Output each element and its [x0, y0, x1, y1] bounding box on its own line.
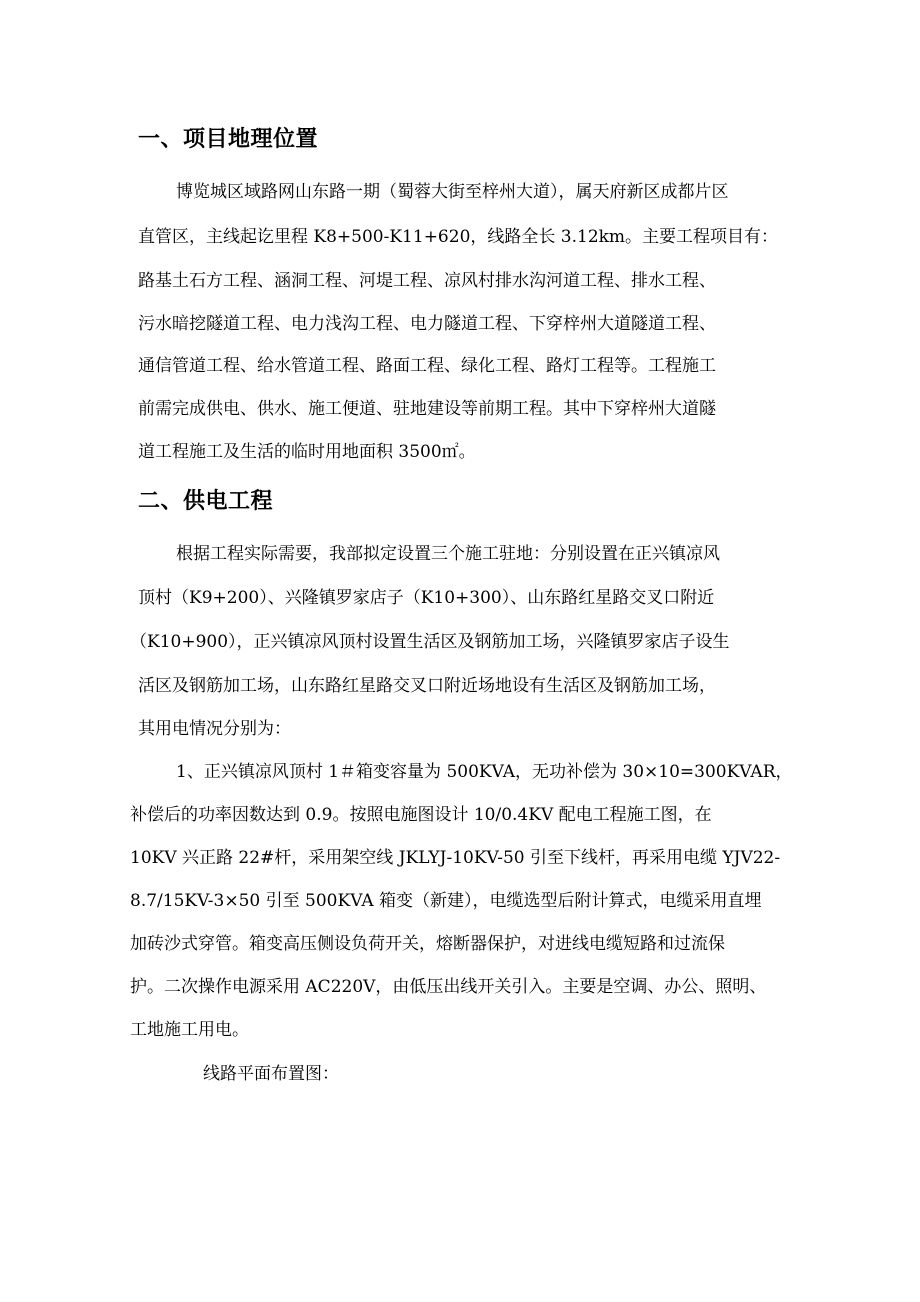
item-1-line: 10KV 兴正路 22#杆，采用架空线 JKLYJ-10KV-50 引至下线杆，再采用电缆 YJV22-	[130, 848, 781, 868]
section-1-line: 污水暗挖隧道工程、电力浅沟工程、电力隧道工程、下穿梓州大道隧道工程、	[138, 314, 716, 334]
section-1-line: 道工程施工及生活的临时用地面积 3500㎡。	[138, 442, 476, 462]
section-2-intro-line: 其用电情况分别为：	[138, 719, 291, 739]
section-1-line: 前需完成供电、供水、施工便道、驻地建设等前期工程。其中下穿梓州大道隧	[138, 399, 716, 419]
section-2-intro-line: 活区及钢筋加工场，山东路红星路交叉口附近场地设有生活区及钢筋加工场，	[138, 676, 716, 696]
item-1-line: 工地施工用电。	[130, 1020, 249, 1040]
section-2-intro-line: 根据工程实际需要，我部拟定设置三个施工驻地：分别设置在正兴镇凉风	[176, 544, 720, 564]
item-1-line: 补偿后的功率因数达到 0.9。按照电施图设计 10/0.4KV 配电工程施工图，在	[130, 805, 712, 825]
section-2-intro-line: （K10+900），正兴镇凉风顶村设置生活区及钢筋加工场，兴隆镇罗家店子设生	[130, 632, 730, 652]
item-1-line: 8.7/15KV-3×50 引至 500KVA 箱变（新建），电缆选型后附计算式，电缆采用直埋	[130, 891, 762, 911]
item-1-line: 1、正兴镇凉风顶村 1＃箱变容量为 500KVA，无功补偿为 30×10=300KVAR，	[176, 762, 793, 782]
item-1-line: 加砖沙式穿管。箱变高压侧设负荷开关，熔断器保护，对进线电缆短路和过流保	[130, 934, 725, 954]
section-1-line: 路基土石方工程、涵洞工程、河堤工程、凉风村排水沟河道工程、排水工程、	[138, 271, 716, 291]
section-2-heading: 二、供电工程	[138, 489, 274, 514]
section-1-line: 通信管道工程、给水管道工程、路面工程、绿化工程、路灯工程等。工程施工	[138, 356, 716, 376]
section-2-intro-line: 顶村（K9+200）、兴隆镇罗家店子（K10+300）、山东路红星路交叉口附近	[138, 588, 715, 608]
section-1-heading: 一、项目地理位置	[138, 127, 319, 152]
section-1-line: 博览城区域路网山东路一期（蜀蓉大街至梓州大道），属天府新区成都片区	[176, 182, 729, 202]
section-1-line: 直管区，主线起讫里程 K8+500-K11+620，线路全长 3.12km。主要工程项目有：	[138, 227, 779, 247]
item-1-line: 护。二次操作电源采用 AC220V，由低压出线开关引入。主要是空调、办公、照明、	[130, 977, 767, 997]
figure-caption: 线路平面布置图：	[203, 1064, 339, 1084]
